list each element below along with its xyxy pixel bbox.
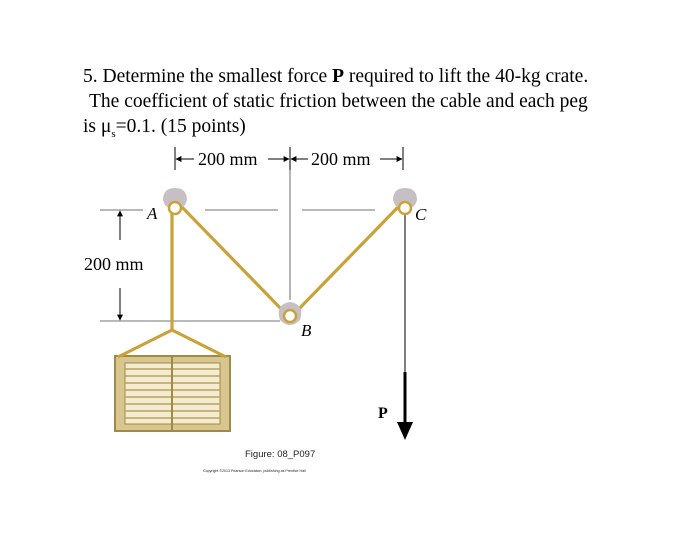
label-c: C	[415, 205, 427, 224]
guide-lines	[100, 170, 375, 321]
dim-label-top-left: 200 mm	[198, 149, 258, 169]
label-p: P	[378, 405, 388, 422]
dim-label-top-right: 200 mm	[311, 149, 371, 169]
problem-number: 5.	[83, 66, 98, 87]
problem-text-3: =0.1. (15 points)	[115, 116, 246, 137]
mu-subscript: s	[111, 127, 116, 140]
dim-label-left: 200 mm	[84, 254, 144, 274]
cable-a-to-b	[178, 203, 288, 316]
problem-text-1a: Determine the smallest force	[102, 66, 333, 87]
cable-b-to-c	[292, 203, 402, 316]
mu-symbol: is μ	[83, 116, 112, 137]
figure-copyright: Copyright ©2013 Pearson Education, publishing as Prentice Hall	[203, 469, 306, 473]
peg-b-circle	[284, 310, 296, 322]
peg-c-circle	[399, 202, 411, 214]
label-a: A	[147, 204, 158, 223]
peg-b	[279, 302, 302, 325]
problem-text-1b: required to lift the 40-kg crate.	[344, 66, 589, 87]
peg-a-circle	[169, 202, 181, 214]
crate	[115, 356, 230, 431]
cable	[118, 203, 402, 357]
crate-sling	[118, 330, 226, 357]
force-symbol-bold: P	[332, 66, 344, 87]
figure-caption: Figure: 08_P097	[245, 449, 316, 460]
problem-line-2: The coefficient of static friction between the cable and each peg	[89, 91, 588, 112]
label-b: B	[301, 321, 312, 340]
force-p-arrowhead	[397, 422, 413, 440]
